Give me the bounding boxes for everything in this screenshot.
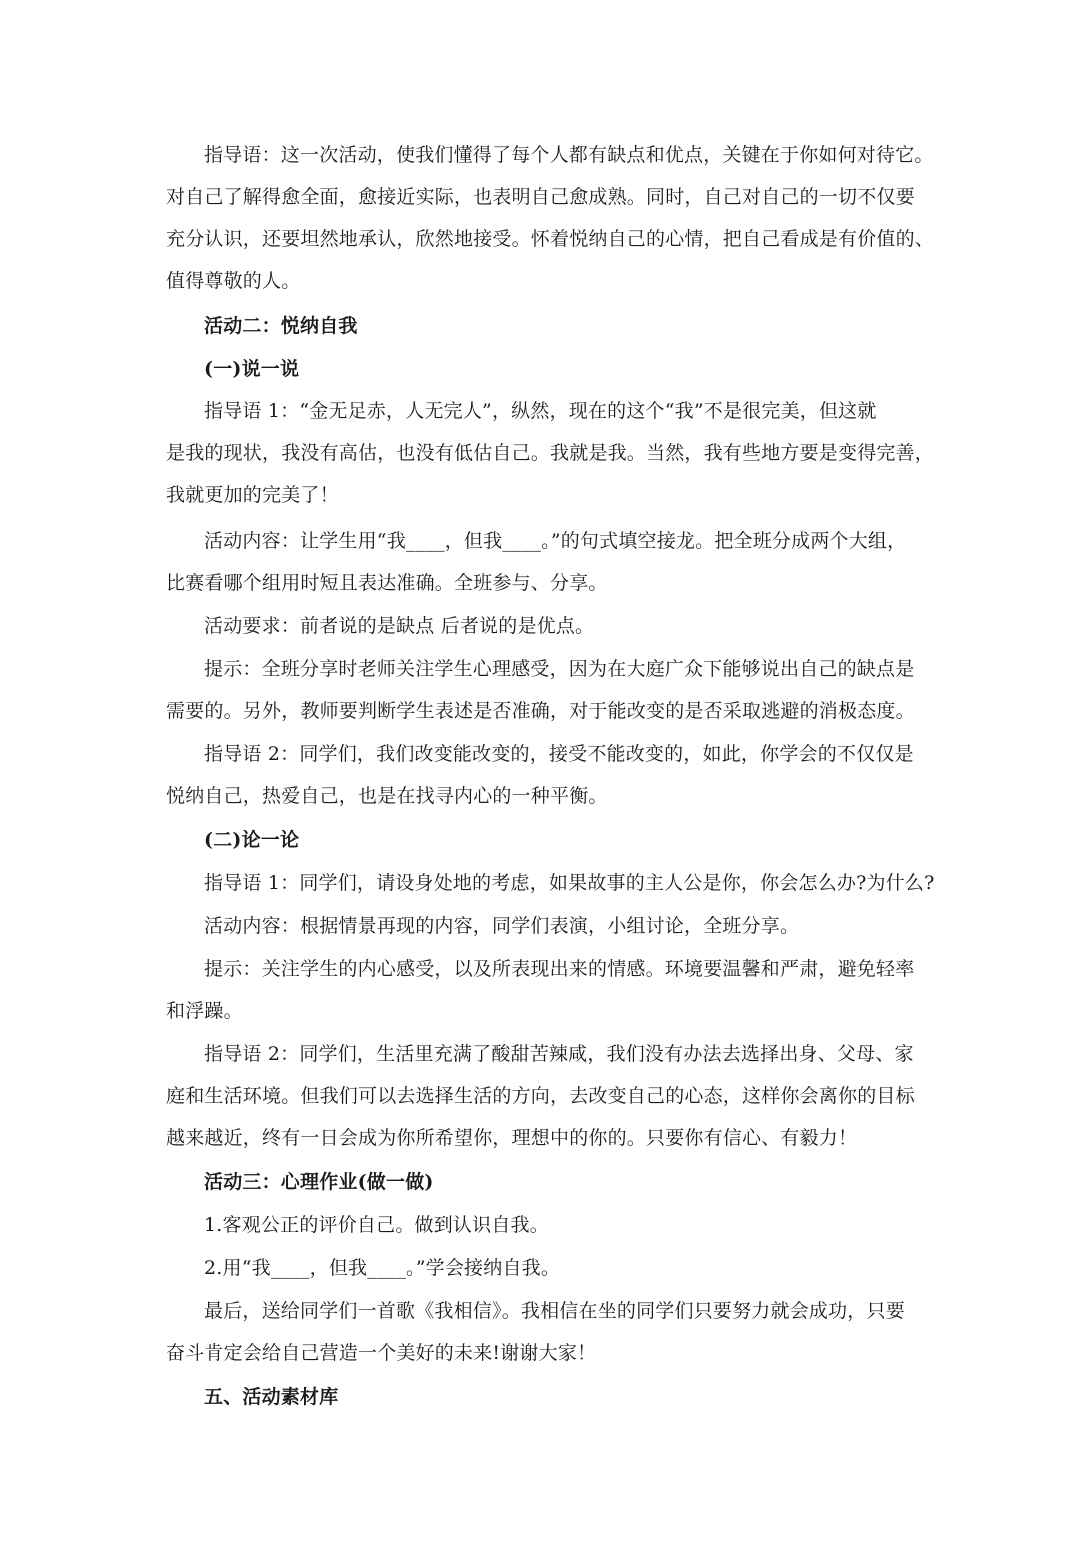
homework-item-2: 2.用“我____，但我____。”学会接纳自我。	[204, 1257, 561, 1279]
hint-discuss-line: 和浮躁。	[166, 1000, 243, 1022]
hint-line: 需要的。另外，教师要判断学生表述是否准确，对于能改变的是否采取逃避的消极态度。	[166, 700, 915, 722]
guidance-two-line: 指导语 2：同学们，我们改变能改变的，接受不能改变的，如此，你学会的不仅仅是	[204, 743, 914, 765]
subsection-two-heading: (二)论一论	[204, 829, 300, 851]
guidance-paragraph-line: 充分认识，还要坦然地承认，欣然地接受。怀着悦纳自己的心情，把自己看成是有价值的、	[166, 228, 935, 250]
guidance-paragraph-line: 指导语：这一次活动，使我们懂得了每个人都有缺点和优点，关键在于你如何对待它。	[204, 144, 934, 166]
activity-three-heading: 活动三：心理作业(做一做)	[204, 1171, 434, 1193]
guidance-one-line: 指导语 1：“金无足赤，人无完人”，纵然，现在的这个“我”不是很完美，但这就	[204, 400, 877, 422]
subsection-one-heading: (一)说一说	[204, 358, 300, 380]
homework-item-1: 1.客观公正的评价自己。做到认识自我。	[204, 1214, 549, 1236]
guidance-paragraph-line: 值得尊敬的人。	[166, 270, 301, 292]
activity-two-heading: 活动二：悦纳自我	[204, 315, 358, 337]
guidance-two-line: 悦纳自己，热爱自己，也是在找寻内心的一种平衡。	[166, 785, 608, 807]
hint-line: 提示：全班分享时老师关注学生心理感受，因为在大庭广众下能够说出自己的缺点是	[204, 658, 915, 680]
guidance-one-discuss-line: 指导语 1：同学们，请设身处地的考虑，如果故事的主人公是你，你会怎么办?为什么?	[204, 872, 935, 894]
closing-line: 最后，送给同学们一首歌《我相信》。我相信在坐的同学们只要努力就会成功，只要	[204, 1300, 905, 1322]
guidance-one-line: 我就更加的完美了！	[166, 484, 339, 506]
closing-line: 奋斗肯定会给自己营造一个美好的未来!谢谢大家！	[166, 1342, 597, 1364]
guidance-one-line: 是我的现状，我没有高估，也没有低估自己。我就是我。当然，我有些地方要是变得完善，	[166, 442, 935, 464]
activity-content-discuss-line: 活动内容：根据情景再现的内容，同学们表演，小组讨论，全班分享。	[204, 915, 800, 937]
activity-content-line: 活动内容：让学生用“我____，但我____。”的句式填空接龙。把全班分成两个大组，	[204, 530, 907, 552]
activity-content-line: 比赛看哪个组用时短且表达准确。全班参与、分享。	[166, 572, 608, 594]
guidance-paragraph-line: 对自己了解得愈全面，愈接近实际，也表明自己愈成熟。同时，自己对自己的一切不仅要	[166, 186, 915, 208]
section-five-heading: 五、活动素材库	[204, 1386, 339, 1408]
guidance-two-discuss-line: 庭和生活环境。但我们可以去选择生活的方向，去改变自己的心态，这样你会离你的目标	[166, 1085, 915, 1107]
guidance-two-discuss-line: 指导语 2：同学们，生活里充满了酸甜苦辣咸，我们没有办法去选择出身、父母、家	[204, 1043, 914, 1065]
activity-requirement-line: 活动要求：前者说的是缺点 后者说的是优点。	[204, 615, 595, 637]
hint-discuss-line: 提示：关注学生的内心感受，以及所表现出来的情感。环境要温馨和严肃，避免轻率	[204, 958, 915, 980]
guidance-two-discuss-line: 越来越近，终有一日会成为你所希望你，理想中的你的。只要你有信心、有毅力！	[166, 1127, 858, 1149]
